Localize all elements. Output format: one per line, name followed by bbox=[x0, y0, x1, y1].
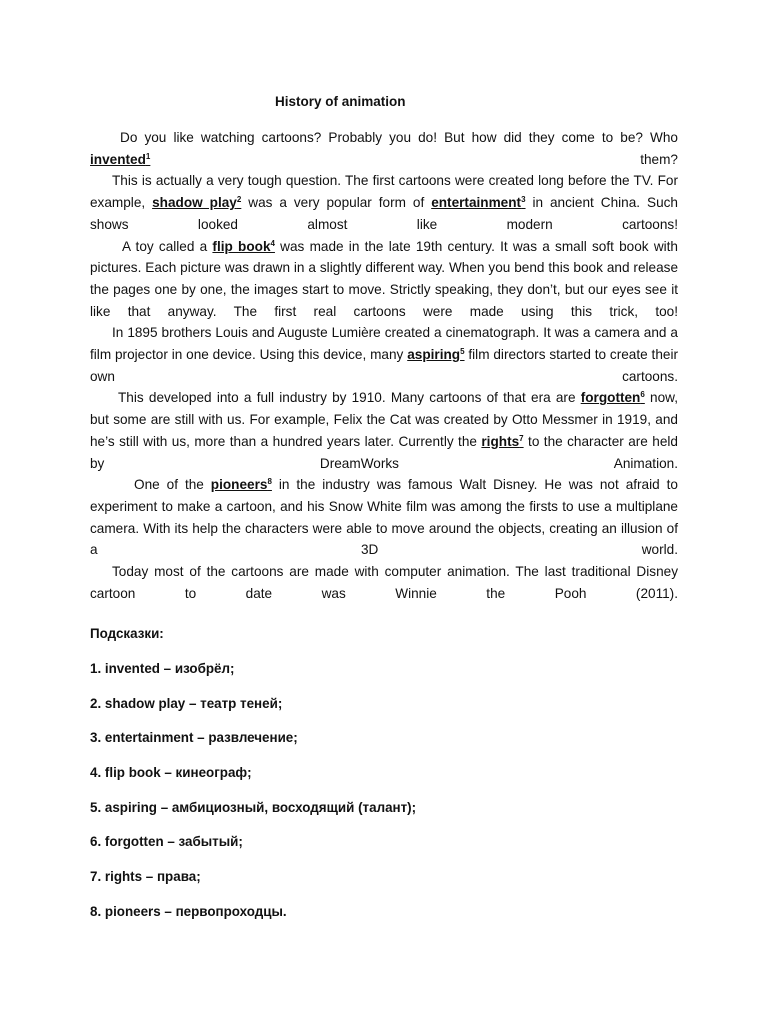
keyword-1: invented$^1$ bbox=[90, 151, 151, 167]
footnote-number: 6 bbox=[640, 390, 645, 400]
footnote-number: 3 bbox=[521, 195, 526, 205]
hint-item: 2. shadow play – театр теней; bbox=[90, 695, 283, 711]
hint-item: 8. pioneers – первопроходцы. bbox=[90, 903, 287, 919]
footnote-number: 1 bbox=[145, 151, 151, 161]
footnote-number: 2 bbox=[236, 195, 242, 205]
paragraph-6: One of the pioneers$^8$ in the industry was famous Walt Disney. He was not afraid to experiment to make a cartoon, and his Snow White film was among the firsts to use a multiplane camera. With its help the characters were able to move around the objects, creating an illusion of a 3D world. bbox=[90, 477, 678, 558]
footnote-number: 5 bbox=[460, 347, 465, 357]
footnote-number: 7 bbox=[519, 433, 524, 443]
keyword-4: flip book$^4$ bbox=[212, 238, 275, 254]
paragraph-7: Today most of the cartoons are made with computer animation. The last traditional Disney cartoon to date was Winnie the Pooh (2011). bbox=[90, 564, 678, 601]
hints-title: Подсказки: bbox=[90, 626, 164, 641]
hints-section bbox=[90, 626, 678, 939]
keyword-7: rights$^7$ bbox=[481, 433, 524, 449]
keyword-3: entertainment$^3$ bbox=[431, 195, 526, 211]
paragraph-4: In 1895 brothers Louis and Auguste Lumière created a cinematograph. It was a camera and a film projector in one device. Using this device, many aspiring$^5$ film directors started to create their own cartoons. bbox=[90, 325, 678, 384]
paragraph-2: This is actually a very tough question. The first cartoons were created long before the TV. For example, shadow play$^2$ was a very popular form of entertainment$^3$ in ancient China. Such shows looked almost like modern cartoons! bbox=[90, 173, 678, 232]
keyword-6: forgotten$^6$ bbox=[580, 390, 645, 406]
paragraph-1: Do you like watching cartoons? Probably you do! But how did they come to be? Who invented$^1$ them? bbox=[90, 130, 678, 167]
paragraph-3: A toy called a flip book$^4$ was made in the late 19th century. It was a small soft book with pictures. Each picture was drawn in a slightly different way. When you bend this book and release the pages one by one, the images start to move. Strictly speaking, they don’t, but our eyes see it like that anyway. The first real cartoons were made using this trick, too! bbox=[90, 238, 678, 319]
document-title: History of animation bbox=[275, 94, 406, 109]
hint-item: 5. aspiring – амбициозный, восходящий (талант); bbox=[90, 799, 417, 815]
keyword-8: pioneers$^8$ bbox=[210, 477, 272, 493]
footnote-number: 8 bbox=[267, 477, 272, 487]
hint-item: 3. entertainment – развлечение; bbox=[90, 730, 298, 746]
hint-item: 7. rights – права; bbox=[90, 869, 201, 885]
hint-item: 4. flip book – кинеограф; bbox=[90, 765, 252, 781]
keyword-5: aspiring$^5$ bbox=[407, 347, 465, 363]
keyword-2: shadow play$^2$ bbox=[152, 195, 242, 211]
hint-item: 6. forgotten – забытый; bbox=[90, 834, 243, 850]
footnote-number: 4 bbox=[270, 238, 275, 248]
hint-item: 1. invented – изобрёл; bbox=[90, 661, 235, 676]
paragraph-5: This developed into a full industry by 1910. Many cartoons of that era are forgotten$^6$ now, but some are still with us. For example, Felix the Cat was created by Otto Messmer in 1919, and he’s still with us, more than a hundred years later. Currently the rights$^7$ to the character are held by DreamWorks Animation. bbox=[90, 390, 678, 471]
article-body bbox=[90, 127, 678, 604]
